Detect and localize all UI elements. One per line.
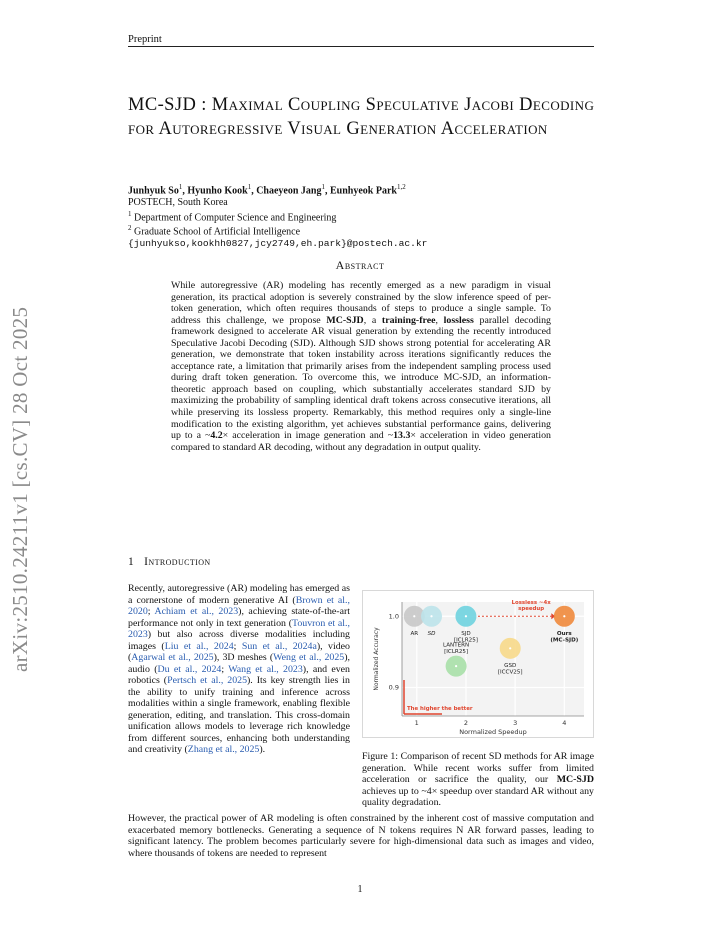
y-tick-label: 0.9 [388, 683, 399, 692]
citation-link[interactable]: Zhang et al., 2025 [187, 744, 260, 755]
citation-link[interactable]: Agarwal et al., 2025 [131, 652, 214, 663]
point-label: SD [427, 630, 436, 637]
citation-link[interactable]: Achiam et al., 2023 [154, 606, 239, 617]
point-center [413, 615, 415, 617]
author-sup: 1 [247, 183, 252, 191]
abstract-text: While autoregressive (AR) modeling has recently emerged as a new paradigm in visual generation, its practical adoption is severely constrained by the slow inference speed of per-token generation, which often requires thousands of steps to produce a single sample. To address this challenge, we propose MC-SJD, a training-free, lossless parallel decoding framework designed to accelerate AR visual generation by extending the recently introduced Speculative Jacobi Decoding (SJD). Although SJD shows strong potential for accelerating AR generation, we demonstrate that token instability across iterations significantly reduces the acceptance rate, a limitation that primarily arises from the independent sampling process used during draft token generation. To overcome this, we introduce MC-SJD, an information-theoretic approach based on coupling, which substantially accelerates standard SJD by maximizing the probability of sampling identical draft tokens across consecutive iterations, all while preserving its lossless property. Remarkably, this method requires only a single-line modification to the existing algorithm, yet achieves substantial performance gains, delivering up to a ~4.2× acceleration in image generation and ~13.3× acceleration in video generation compared to standard AR decoding, without any degradation in output quality. [171, 280, 551, 453]
citation-link[interactable]: Touvron et al., 2023 [128, 617, 350, 640]
point-label: LANTERN [442, 642, 470, 649]
author-name: Hyunho Kook [187, 185, 248, 197]
header-rule [128, 46, 594, 47]
abstract-heading: Abstract [335, 258, 385, 272]
annotation-line: Lossless ~4x [511, 600, 551, 606]
citation-link[interactable]: Sun et al., 2024a [241, 640, 317, 652]
point-label: [ICLR25] [444, 649, 469, 656]
figure-1 [362, 590, 594, 738]
section-title: Introduction [144, 556, 211, 568]
x-axis-label: Normalized Speedup [459, 728, 527, 736]
paper-title: MC-SJD : Maximal Coupling Speculative Jacobi Decoding for Autoregressive Visual Generation Acceleration [128, 95, 595, 139]
citation-link[interactable]: Weng et al., 2025 [273, 652, 345, 663]
intro-paragraph-2: However, the practical power of AR modeling is often constrained by the inherent cost of massive computation and exacerbated memory bottlenecks. Generating a sequence of N tokens requires N AR forward passes, leading to significant latency. The problem becomes particularly severe for high-dimensional data such as images and video, where thousands of tokens are needed to represent [128, 813, 594, 859]
point-center [509, 647, 511, 649]
citation-link[interactable]: Brown et al., 2020 [128, 594, 350, 617]
point-center [455, 665, 457, 667]
citation-link[interactable]: Wang et al., 2023 [228, 663, 303, 675]
point-label: AR [410, 630, 419, 637]
author-sup: 1 [321, 183, 325, 191]
author-block [128, 182, 598, 250]
point-label: GSD [504, 662, 517, 669]
y-tick-label: 1.0 [388, 612, 399, 621]
point-label: Ours [556, 630, 572, 637]
section-number: 1 [128, 556, 135, 568]
author-name: Eunhyeok Park [329, 185, 397, 197]
author-name: Junhyuk So [128, 185, 179, 197]
point-label: SJD [461, 630, 471, 637]
x-tick-label: 2 [463, 719, 469, 727]
intro-paragraph-1: Recently, autoregressive (AR) modeling has emerged as a cornerstone of modern generative AI (Brown et al., 2020; Achiam et al., 2023), achieving state-of-the-art performance not only in text generation (Touvron et al., 2023) but also across diverse modalities including images (Liu et al., 2024; Sun et al., 2024a), video (Agarwal et al., 2025), 3D meshes (Weng et al., 2025), audio (Du et al., 2024; Wang et al., 2023), and even robotics (Pertsch et al., 2025). Its key strength lies in the ability to unify training and inference across modalities within a single framework, enabling flexible generation, editing, and translation. This cross-domain unification allows models to leverage rich knowledge from different sources, enhancing both understanding and creativity (Zhang et al., 2025). [128, 583, 350, 755]
citation-link[interactable]: Du et al., 2024 [157, 663, 222, 675]
point-label: [ICLR25] [453, 637, 478, 644]
x-tick-label: 4 [562, 719, 567, 727]
point-center [465, 615, 467, 617]
point-center [563, 615, 565, 617]
better-annotation: The higher the better [407, 706, 473, 712]
affiliation-1: $^1$ Department of Computer Science and Engineering [128, 209, 337, 223]
annotation-line: speedup [518, 606, 545, 612]
author-name: Chaeyeon Jang [256, 185, 322, 197]
x-tick-label: 3 [513, 719, 518, 727]
point-center [430, 615, 432, 617]
point-label: [ICCV25] [497, 669, 523, 676]
author-names: Junhyuk So$^1$, Hyunho Kook$^1$, Chaeyeon Jang$^1$, Eunhyeok Park$^{1,2}$ [128, 183, 406, 197]
affiliation-2: $^2$ Graduate School of Artificial Intelligence [128, 224, 301, 238]
running-header: Preprint [128, 34, 162, 45]
arxiv-stamp: arXiv:2510.24211v1 [cs.CV] 28 Oct 2025 [8, 306, 32, 672]
figure-caption: Figure 1: Comparison of recent SD methods for AR image generation. While recent works suffer from limited acceleration or sacrifice the quality, our MC-SJD achieves up to ~4× speedup over standard AR without any quality degradation. [362, 751, 594, 808]
point-label: (MC-SJD) [550, 637, 579, 644]
speedup-accuracy-chart [362, 590, 594, 738]
author-emails[interactable]: {junhyukso,kookhh0827,jcy2749,eh.park}@postech.ac.kr [128, 238, 428, 250]
x-tick-label: 1 [414, 719, 419, 727]
author-sup: 1,2 [396, 183, 406, 191]
page-number: 1 [357, 884, 363, 895]
citation-link[interactable]: Liu et al., 2024 [164, 640, 234, 652]
section-heading-introduction [128, 556, 211, 568]
y-axis-label: Normalized Accuracy [373, 627, 380, 691]
institution: POSTECH, South Korea [128, 196, 228, 208]
citation-link[interactable]: Pertsch et al., 2025 [167, 675, 248, 686]
author-sup: 1 [178, 183, 183, 191]
